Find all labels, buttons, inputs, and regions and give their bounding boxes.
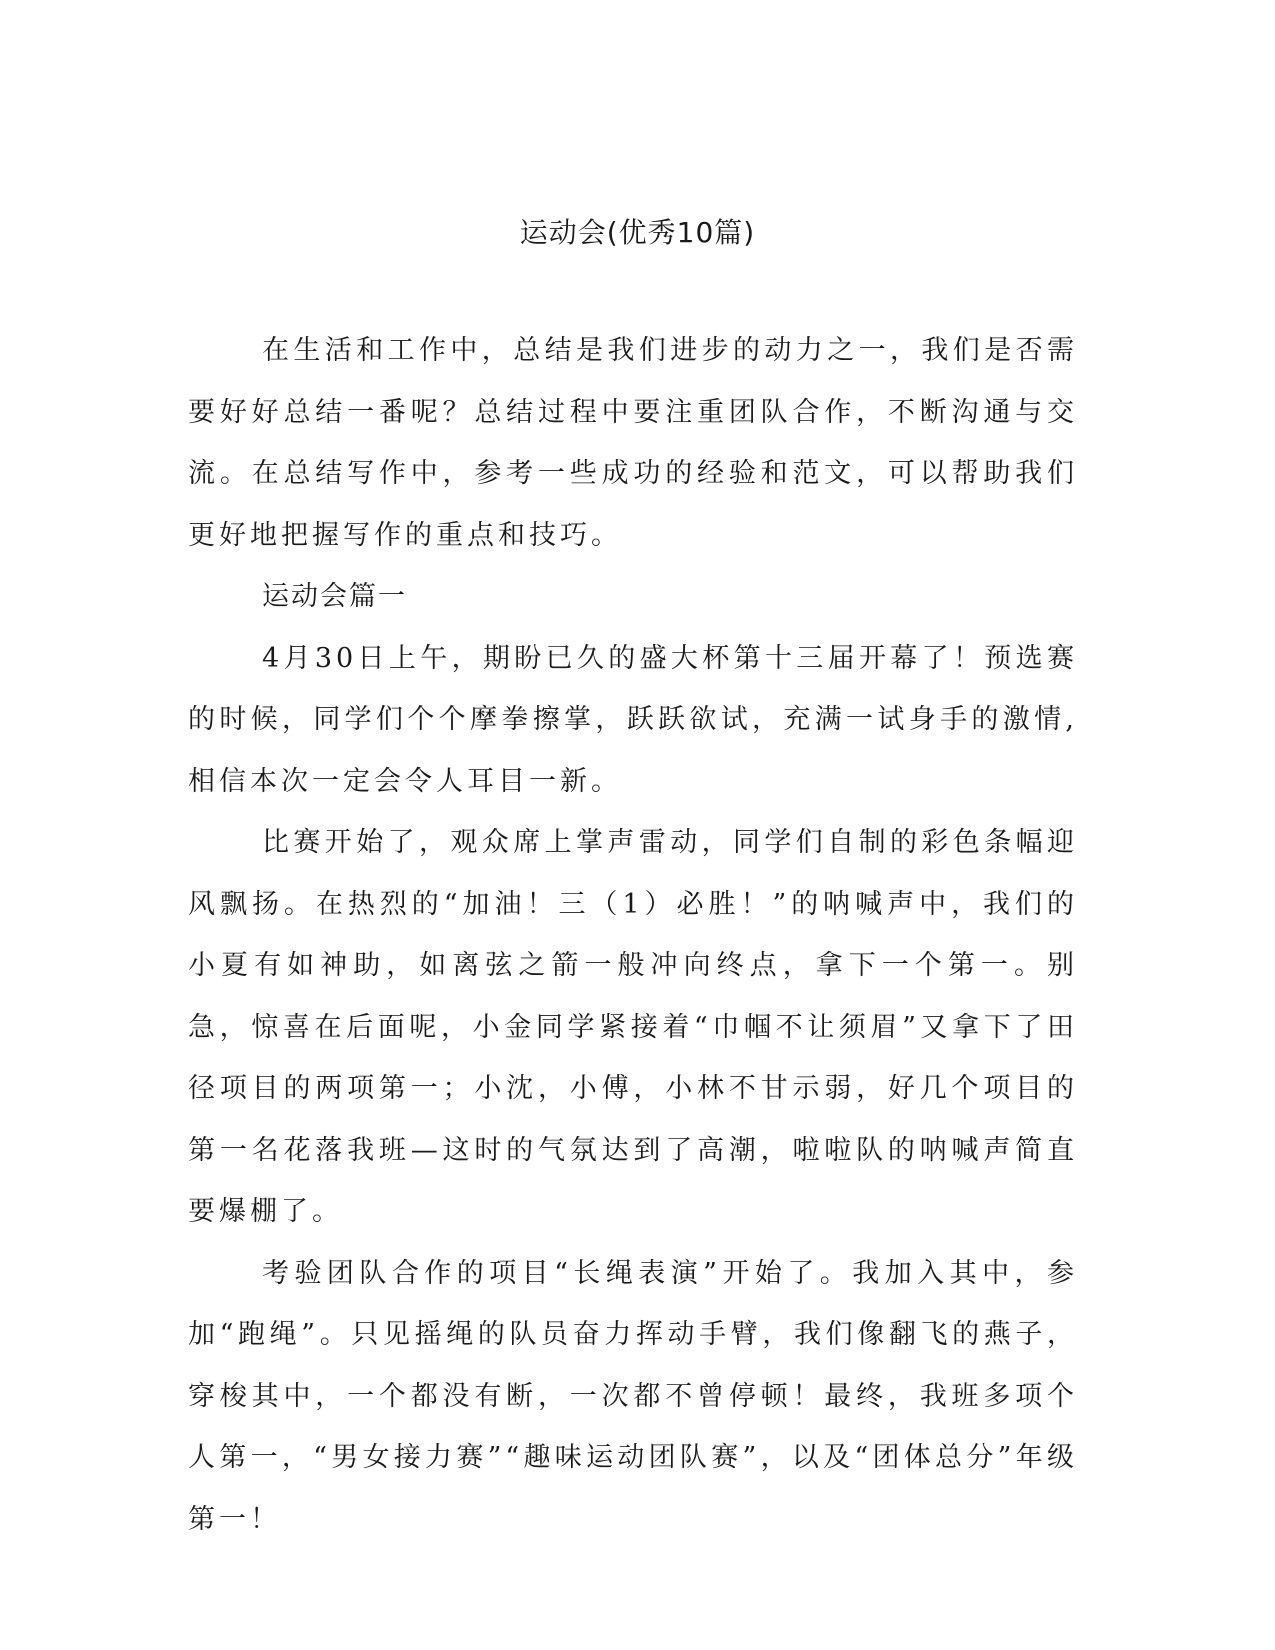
body-paragraph: 考验团队合作的项目“长绳表演”开始了。我加入其中，参加“跑绳”。只见摇绳的队员奋力挥动手臂，我们像翻飞的燕子，穿梭其中，一个都没有断，一次都不曾停顿！最终，我班多项个人第一，“男女接力赛”“趣味运动团队赛”，以及“团体总分”年级第一！: [188, 1257, 1078, 1535]
intro-paragraph: 在生活和工作中，总结是我们进步的动力之一，我们是否需要好好总结一番呢？总结过程中要注重团队合作，不断沟通与交流。在总结写作中，参考一些成功的经验和范文，可以帮助我们更好地把握写作的重点和技巧。: [188, 335, 1078, 551]
body-paragraph: 比赛开始了，观众席上掌声雷动，同学们自制的彩色条幅迎风飘扬。在热烈的“加油！三（1）必胜！”的呐喊声中，我们的小夏有如神助，如离弦之箭一般冲向终点，拿下一个第一。别急，惊喜在后面呢，小金同学紧接着“巾帼不让须眉”又拿下了田径项目的两项第一；小沈，小傅，小林不甘示弱，好几个项目的第一名花落我班—这时的气氛达到了高潮，啦啦队的呐喊声简直要爆棚了。: [188, 827, 1078, 1227]
document-body: [188, 320, 1078, 1550]
document-title: 运动会(优秀10篇): [519, 216, 756, 249]
body-paragraph: 4月30日上午，期盼已久的盛大杯第十三届开幕了！预选赛的时候，同学们个个摩拳擦掌，跃跃欲试，充满一试身手的激情,相信本次一定会令人耳目一新。: [188, 642, 1078, 797]
section-heading: 运动会篇一: [262, 581, 407, 612]
